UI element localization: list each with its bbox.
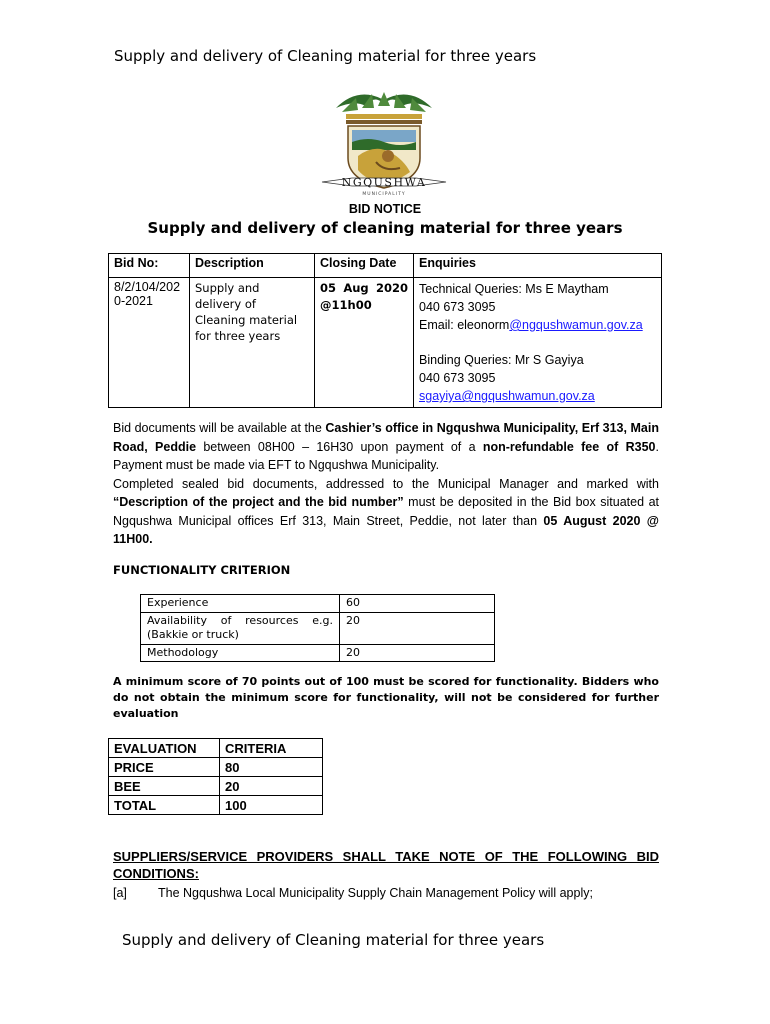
points-cell: 20 <box>340 612 495 644</box>
minimum-score-note: A minimum score of 70 points out of 100 must be scored for functionality. Bidders who do not obtain the minimum score for functionality, will not be considered for further evaluation <box>113 675 659 720</box>
bid-details-table <box>108 253 662 408</box>
functionality-heading: FUNCTIONALITY CRITERION <box>113 563 291 577</box>
bid-description: Supply and delivery of Cleaning material for three years <box>190 278 315 408</box>
logo-text: NGQUSHWA <box>341 176 427 189</box>
table-row <box>141 612 495 644</box>
logo-subtext: MUNICIPALITY <box>362 192 406 197</box>
bid-notice-label: BID NOTICE <box>348 202 422 216</box>
technical-email-prefix: Email: eleonorm <box>419 318 510 332</box>
enquiries-cell <box>414 278 662 408</box>
evaluation-name: PRICE <box>109 758 220 777</box>
technical-email-link[interactable]: @ngqushwamun.gov.za <box>509 318 643 332</box>
binding-queries: Binding Queries: Mr S Gayiya <box>419 353 584 367</box>
condition-item <box>113 886 593 900</box>
col-header-evaluation: EVALUATION <box>109 739 220 758</box>
technical-phone: 040 673 3095 <box>419 300 496 314</box>
criterion-cell: Methodology <box>141 644 340 662</box>
functionality-table <box>140 594 495 662</box>
page-header: Supply and delivery of Cleaning material for three years <box>114 47 537 65</box>
col-header-description: Description <box>190 254 315 278</box>
col-header-bid-no: Bid No: <box>109 254 190 278</box>
points-cell: 60 <box>340 595 495 613</box>
evaluation-table <box>108 738 323 815</box>
criterion-cell: Availability of resources e.g. (Bakkie or truck) <box>141 612 340 644</box>
ngqushwa-municipality-crest-icon <box>318 86 450 198</box>
evaluation-name: TOTAL <box>109 796 220 815</box>
criterion-cell: Experience <box>141 595 340 613</box>
evaluation-value: 100 <box>220 796 323 815</box>
technical-queries: Technical Queries: Ms E Maytham <box>419 282 609 296</box>
table-row <box>141 644 495 662</box>
evaluation-name: BEE <box>109 777 220 796</box>
bid-instructions <box>113 419 659 549</box>
col-header-closing-date: Closing Date <box>315 254 414 278</box>
evaluation-value: 20 <box>220 777 323 796</box>
points-cell: 20 <box>340 644 495 662</box>
table-row <box>109 796 323 815</box>
submission-paragraph: Completed sealed bid documents, addressed to the Municipal Manager and marked with “Description of the project and the bid number” must be deposited in the Bid box situated at Ngqushwa Municipal offices Erf 313, Main Street, Peddie, not later than 05 August 2020 @ 11H00. <box>113 476 660 546</box>
availability-paragraph: Bid documents will be available at the Cashier’s office in Ngqushwa Municipality, Erf 313, Main Road, Peddie between 08H00 – 16H30 upon payment of a non-refundable fee of R350. Payment must be made via EFT to Ngqushwa Municipality. <box>113 421 659 472</box>
conditions-heading: SUPPLIERS/SERVICE PROVIDERS SHALL TAKE NOTE OF THE FOLLOWING BID CONDITIONS: <box>113 849 659 881</box>
page-footer: Supply and delivery of Cleaning material for three years <box>122 931 545 949</box>
table-row <box>109 777 323 796</box>
notice-title: Supply and delivery of cleaning material for three years <box>147 219 623 237</box>
binding-phone: 040 673 3095 <box>419 371 496 385</box>
technical-email <box>419 316 656 334</box>
table-header-row <box>109 254 662 278</box>
table-row <box>109 758 323 777</box>
evaluation-value: 80 <box>220 758 323 777</box>
condition-label: [a] <box>113 886 127 900</box>
col-header-enquiries: Enquiries <box>414 254 662 278</box>
condition-text: The Ngqushwa Local Municipality Supply Chain Management Policy will apply; <box>158 886 593 900</box>
table-row <box>109 278 662 408</box>
table-row <box>141 595 495 613</box>
col-header-criteria: CRITERIA <box>220 739 323 758</box>
bid-number: 8/2/104/2020-2021 <box>109 278 190 408</box>
table-header-row <box>109 739 323 758</box>
binding-email-link[interactable]: sgayiya@ngqushwamun.gov.za <box>419 389 595 403</box>
closing-date: 05 Aug 2020 @11h00 <box>315 278 414 408</box>
